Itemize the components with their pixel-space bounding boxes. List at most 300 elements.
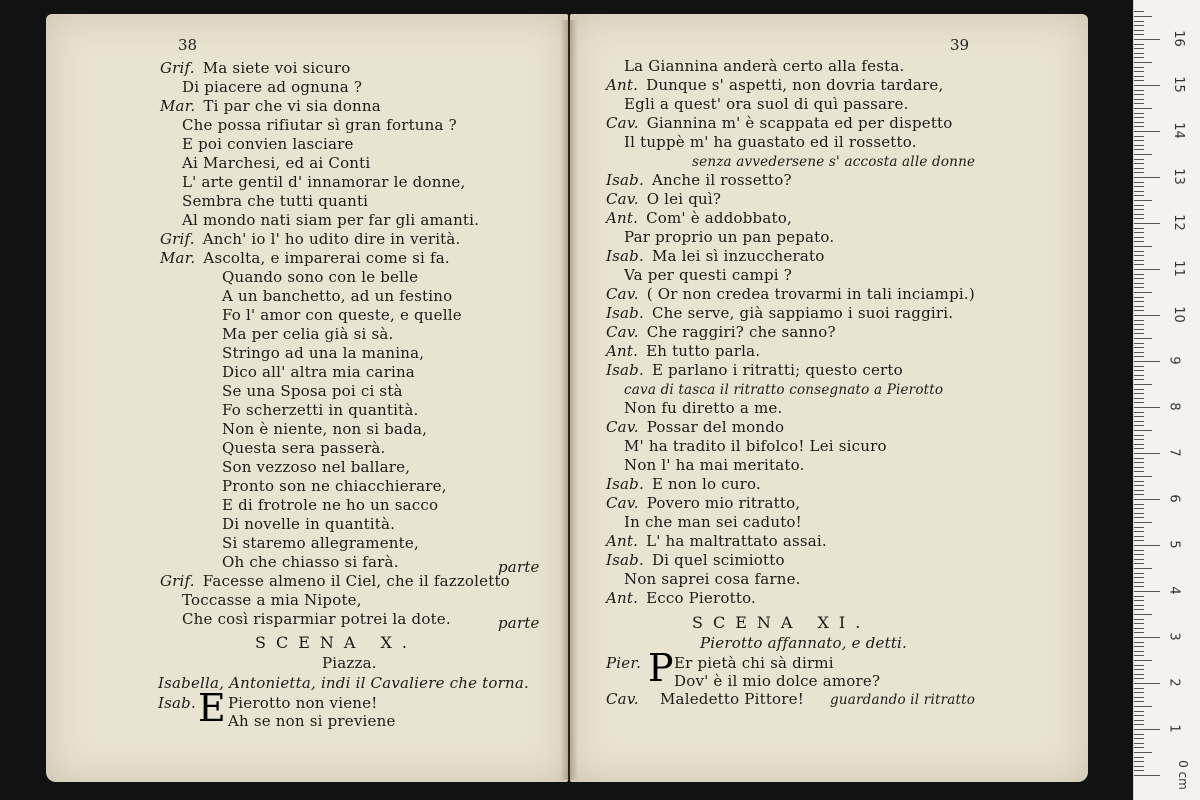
- ruler-tick: [1134, 246, 1152, 247]
- verse-text: L' arte gentil d' innamorar le donne,: [182, 173, 466, 191]
- verse-text: E di frotrole ne ho un sacco: [222, 496, 439, 514]
- ruler-tick: [1134, 283, 1144, 284]
- ruler-tick: [1134, 361, 1160, 362]
- ruler-tick: [1134, 757, 1144, 758]
- ruler-tick: [1134, 568, 1152, 569]
- verse-line: [606, 418, 784, 436]
- verse-line: [222, 344, 424, 362]
- ruler-number: 9: [1166, 356, 1182, 365]
- ruler-tick: [1134, 674, 1144, 675]
- verse-line: [624, 513, 802, 531]
- speaker-label: Isab.: [606, 475, 644, 493]
- verse-line: [182, 135, 354, 153]
- verse-line: [624, 266, 792, 284]
- ruler-tick: [1134, 637, 1160, 638]
- ruler-tick: [1134, 582, 1144, 583]
- ruler-tick: [1134, 76, 1144, 77]
- speaker-label: Cav.: [606, 190, 639, 208]
- speaker-label: Cav.: [606, 114, 639, 132]
- verse-line: [606, 551, 785, 569]
- verse-line: [606, 114, 953, 132]
- ruler-tick: [1134, 527, 1144, 528]
- ruler-tick: [1134, 16, 1152, 17]
- ruler-tick: [1134, 770, 1144, 771]
- ruler-tick: [1134, 508, 1144, 509]
- ruler-tick: [1134, 34, 1144, 35]
- ruler-tick: [1134, 453, 1160, 454]
- ruler-tick: [1134, 329, 1144, 330]
- verse-text: Son vezzoso nel ballare,: [222, 458, 411, 476]
- ruler-tick: [1134, 255, 1144, 256]
- verse-text: E parlano i ritratti; questo certo: [651, 361, 903, 379]
- verse-text: Com' è addobbato,: [646, 209, 792, 227]
- verse-line: [160, 230, 461, 248]
- ruler-tick: [1134, 747, 1144, 748]
- verse-line: [606, 323, 836, 341]
- ruler-tick: [1134, 389, 1144, 390]
- verse-line: [692, 152, 975, 171]
- verse-line: [606, 342, 760, 360]
- ruler-tick: [1134, 292, 1152, 293]
- ruler-tick: [1134, 540, 1144, 541]
- verse-text: Si staremo allegramente,: [222, 534, 419, 552]
- ruler-tick: [1134, 476, 1152, 477]
- ruler-tick: [1134, 310, 1144, 311]
- ruler-tick: [1134, 241, 1144, 242]
- measuring-ruler: [1133, 0, 1200, 800]
- ruler-tick: [1134, 619, 1144, 620]
- ruler-tick: [1134, 154, 1152, 155]
- ruler-tick: [1134, 545, 1160, 546]
- ruler-tick: [1134, 264, 1144, 265]
- ruler-tick: [1134, 430, 1152, 431]
- ruler-tick: [1134, 209, 1144, 210]
- ruler-tick: [1134, 605, 1144, 606]
- speaker-label: Isab.: [606, 551, 644, 569]
- ruler-tick: [1134, 766, 1144, 767]
- speaker-label: Isab.: [606, 171, 644, 189]
- ruler-tick: [1134, 306, 1144, 307]
- verse-text: La Giannina anderà certo alla festa.: [624, 57, 905, 75]
- verse-line: Pierotto non viene!: [228, 694, 378, 712]
- ruler-tick: [1134, 85, 1160, 86]
- verse-line: [606, 361, 903, 379]
- ruler-tick: [1134, 738, 1144, 739]
- ruler-tick: [1134, 563, 1144, 564]
- ruler-tick: [1134, 752, 1152, 753]
- scene-heading-x: SCENA X.: [255, 633, 417, 652]
- verse-line: [606, 304, 953, 322]
- ruler-number: 1: [1166, 724, 1182, 733]
- ruler-tick: [1134, 223, 1160, 224]
- verse-text: Non è niente, non si bada,: [222, 420, 428, 438]
- ruler-tick: [1134, 287, 1144, 288]
- verse-text: Ma siete voi sicuro: [202, 59, 351, 77]
- ruler-tick: [1134, 628, 1144, 629]
- ruler-tick: [1134, 324, 1144, 325]
- verse-line: [182, 192, 368, 210]
- verse-text: M' ha tradito il bifolco! Lei sicuro: [624, 437, 887, 455]
- ruler-number: 8: [1166, 402, 1182, 411]
- ruler-tick: [1134, 375, 1144, 376]
- ruler-tick: [1134, 122, 1144, 123]
- ruler-number: 10: [1170, 306, 1186, 323]
- ruler-tick: [1134, 655, 1144, 656]
- verse-text: Fo scherzetti in quantità.: [222, 401, 419, 419]
- verse-text: Che serve, già sappiamo i suoi raggiri.: [651, 304, 954, 322]
- ruler-tick: [1134, 614, 1152, 615]
- ruler-tick: [1134, 407, 1160, 408]
- ruler-tick: [1134, 30, 1144, 31]
- ruler-tick: [1134, 191, 1144, 192]
- ruler-tick: [1134, 471, 1144, 472]
- verse-text: Stringo ad una la manina,: [222, 344, 425, 362]
- drop-cap: P: [648, 646, 674, 690]
- verse-text: A un banchetto, ad un festino: [222, 287, 453, 305]
- ruler-tick: [1134, 688, 1144, 689]
- ruler-tick: [1134, 462, 1144, 463]
- verse-text: Non fu diretto a me.: [624, 399, 783, 417]
- verse-text: In che man sei caduto!: [624, 513, 802, 531]
- speaker-label: Ant.: [606, 209, 639, 227]
- speaker-label: Grif.: [160, 572, 195, 590]
- ruler-tick: [1134, 25, 1144, 26]
- ruler-tick: [1134, 228, 1144, 229]
- ruler-tick: [1134, 260, 1144, 261]
- ruler-tick: [1134, 393, 1144, 394]
- ruler-tick: [1134, 715, 1144, 716]
- ruler-number: 4: [1166, 586, 1182, 595]
- verse-line: [222, 515, 395, 533]
- ruler-tick: [1134, 678, 1144, 679]
- verse-line: [606, 285, 975, 303]
- speaker-label: Grif.: [160, 59, 195, 77]
- verse-line: [624, 228, 834, 246]
- speaker-label: Isab.: [158, 694, 196, 712]
- speaker-label: Mar.: [160, 97, 196, 115]
- ruler-tick: [1134, 195, 1144, 196]
- ruler-tick: [1134, 609, 1144, 610]
- verse-text: Che possa rifiutar sì gran fortuna ?: [182, 116, 457, 134]
- ruler-tick: [1134, 504, 1144, 505]
- verse-line: [222, 306, 462, 324]
- ruler-tick: [1134, 232, 1144, 233]
- ruler-tick: [1134, 136, 1144, 137]
- stage-direction: senza avvedersene s' accosta alle donne: [692, 154, 976, 170]
- speaker-label: Isab.: [606, 247, 644, 265]
- ruler-tick: [1134, 683, 1160, 684]
- ruler-tick: [1134, 218, 1144, 219]
- ruler-tick: [1134, 692, 1144, 693]
- ruler-tick: [1134, 57, 1144, 58]
- ruler-tick: [1134, 623, 1144, 624]
- verse-text: Quando sono con le belle: [222, 268, 419, 286]
- ruler-tick: [1134, 126, 1144, 127]
- ruler-tick: [1134, 274, 1144, 275]
- ruler-tick: [1134, 651, 1144, 652]
- verse-line: [624, 95, 909, 113]
- verse-line: Er pietà chi sà dirmi: [674, 654, 834, 672]
- verse-line: [160, 97, 381, 115]
- verse-text: Di quel scimiotto: [651, 551, 785, 569]
- verse-text: Anche il rossetto?: [651, 171, 792, 189]
- ruler-number: 16: [1170, 30, 1186, 47]
- verse-line: [222, 363, 415, 381]
- ruler-tick: [1134, 513, 1144, 514]
- verse-text: Non saprei cosa farne.: [624, 570, 801, 588]
- speaker-label: Cav.: [606, 323, 639, 341]
- ruler-number: 2: [1166, 678, 1182, 687]
- ruler-tick: [1134, 251, 1144, 252]
- verse-text: Dico all' altra mia carina: [222, 363, 415, 381]
- scene-cast: Isabella, Antonietta, indi il Cavaliere che torna.: [158, 674, 529, 692]
- ruler-tick: [1134, 297, 1144, 298]
- ruler-tick: [1134, 11, 1144, 12]
- verse-line: [222, 287, 452, 305]
- verse-line: [606, 494, 800, 512]
- verse-text: ( Or non credea trovarmi in tali inciampi.): [646, 285, 975, 303]
- ruler-tick: [1134, 577, 1144, 578]
- speaker-label: Ant.: [606, 532, 639, 550]
- verse-text: Oh che chiasso si farà.: [222, 553, 399, 571]
- stage-direction-parte: parte: [498, 614, 540, 632]
- ruler-tick: [1134, 352, 1144, 353]
- ruler-tick: [1134, 412, 1144, 413]
- ruler-number: 15: [1170, 76, 1186, 93]
- ruler-tick: [1134, 729, 1160, 730]
- ruler-number: 12: [1170, 214, 1186, 231]
- ruler-tick: [1134, 48, 1144, 49]
- speaker-label: Isab.: [606, 304, 644, 322]
- ruler-number: 5: [1166, 540, 1182, 549]
- ruler-tick: [1134, 347, 1144, 348]
- speaker-label: Cav.: [606, 285, 639, 303]
- speaker-label: Cav.: [606, 418, 639, 436]
- ruler-tick: [1134, 379, 1144, 380]
- ruler-tick: [1134, 439, 1144, 440]
- speaker-label: Cav.: [606, 494, 639, 512]
- stage-direction-parte: parte: [498, 558, 540, 576]
- ruler-tick: [1134, 366, 1144, 367]
- verse-line: Ah se non si previene: [228, 712, 396, 730]
- verse-text: Povero mio ritratto,: [646, 494, 801, 512]
- stage-direction: guardando il ritratto: [830, 692, 976, 708]
- verse-line: [160, 59, 351, 77]
- verse-line: [222, 458, 410, 476]
- ruler-tick: [1134, 21, 1144, 22]
- verse-text: Fo l' amor con queste, e quelle: [222, 306, 462, 324]
- ruler-number: 7: [1166, 448, 1182, 457]
- ruler-tick: [1134, 159, 1144, 160]
- ruler-tick: [1134, 108, 1152, 109]
- ruler-tick: [1134, 402, 1144, 403]
- verse-line: [624, 570, 801, 588]
- ruler-tick: [1134, 467, 1144, 468]
- verse-line: [222, 420, 427, 438]
- ruler-tick: [1134, 591, 1160, 592]
- ruler-number: 13: [1170, 168, 1186, 185]
- ruler-tick: [1134, 39, 1160, 40]
- ruler-tick: [1134, 99, 1144, 100]
- ruler-tick: [1134, 448, 1144, 449]
- ruler-tick: [1134, 665, 1144, 666]
- verse-text: Non l' ha mai meritato.: [624, 456, 805, 474]
- verse-line: [182, 154, 370, 172]
- verse-line: Dov' è il mio dolce amore?: [674, 672, 881, 690]
- verse-text: Ma per celia già si sà.: [222, 325, 394, 343]
- ruler-tick: [1134, 600, 1144, 601]
- verse-text: Ai Marchesi, ed ai Conti: [182, 154, 371, 172]
- verse-line: [624, 437, 887, 455]
- ruler-tick: [1134, 53, 1144, 54]
- ruler-tick: [1134, 343, 1144, 344]
- speaker-label: Ant.: [606, 589, 639, 607]
- speaker-label: Grif.: [160, 230, 195, 248]
- verse-line: Maledetto Pittore!: [660, 690, 804, 708]
- verse-text: Di novelle in quantità.: [222, 515, 396, 533]
- verse-text: L' ha maltrattato assai.: [646, 532, 827, 550]
- verse-line: [606, 247, 824, 265]
- verse-line: [606, 76, 943, 94]
- ruler-tick: [1134, 499, 1160, 500]
- verse-line: [624, 57, 904, 75]
- drop-cap: E: [198, 686, 226, 730]
- verse-line: [222, 477, 447, 495]
- verse-line: [624, 456, 805, 474]
- ruler-tick: [1134, 163, 1144, 164]
- ruler-tick: [1134, 646, 1144, 647]
- ruler-tick: [1134, 531, 1144, 532]
- ruler-tick: [1134, 490, 1144, 491]
- ruler-tick: [1134, 550, 1144, 551]
- ruler-tick: [1134, 701, 1144, 702]
- ruler-tick: [1134, 168, 1144, 169]
- ruler-tick: [1134, 416, 1144, 417]
- ruler-number: 6: [1166, 494, 1182, 503]
- ruler-tick: [1134, 356, 1144, 357]
- verse-text: Che così risparmiar potrei la dote.: [182, 610, 451, 628]
- verse-text: Va per questi campi ?: [624, 266, 792, 284]
- speaker-label: Ant.: [606, 76, 639, 94]
- verse-text: Pronto son ne chiacchierare,: [222, 477, 447, 495]
- verse-text: Egli a quest' ora suol di quì passare.: [624, 95, 909, 113]
- scene-place: Piazza.: [322, 654, 377, 672]
- verse-line: [624, 399, 782, 417]
- ruler-tick: [1134, 113, 1144, 114]
- verse-line: [160, 572, 510, 590]
- ruler-tick: [1134, 485, 1144, 486]
- ruler-tick: [1134, 94, 1144, 95]
- ruler-tick: [1134, 177, 1160, 178]
- ruler-tick: [1134, 117, 1144, 118]
- ruler-number: 11: [1170, 260, 1186, 277]
- ruler-tick: [1134, 586, 1144, 587]
- verse-line: [222, 268, 418, 286]
- verse-text: Toccasse a mia Nipote,: [182, 591, 362, 609]
- ruler-tick: [1134, 444, 1144, 445]
- ruler-tick: [1134, 517, 1144, 518]
- ruler-tick: [1134, 320, 1144, 321]
- verse-text: Dunque s' aspetti, non dovria tardare,: [646, 76, 944, 94]
- verse-text: Che raggiri? che sanno?: [646, 323, 836, 341]
- ruler-tick: [1134, 172, 1144, 173]
- page-number-right: 39: [950, 36, 970, 54]
- verse-line: [606, 190, 721, 208]
- verse-text: Sembra che tutti quanti: [182, 192, 369, 210]
- ruler-tick: [1134, 315, 1160, 316]
- verse-text: Il tuppè m' ha guastato ed il rossetto.: [624, 133, 917, 151]
- verse-text: Al mondo nati siam per far gli amanti.: [182, 211, 480, 229]
- ruler-tick: [1134, 660, 1152, 661]
- ruler-tick: [1134, 145, 1144, 146]
- ruler-tick: [1134, 200, 1152, 201]
- speaker-label: Mar.: [160, 249, 196, 267]
- ruler-tick: [1134, 421, 1144, 422]
- ruler-tick: [1134, 44, 1144, 45]
- ruler-tick: [1134, 186, 1144, 187]
- ruler-tick: [1134, 131, 1160, 132]
- verse-line: [606, 532, 827, 550]
- ruler-tick: [1134, 103, 1144, 104]
- stage-direction: cava di tasca il ritratto consegnato a Pierotto: [624, 382, 944, 398]
- ruler-tick: [1134, 761, 1144, 762]
- verse-line: [222, 553, 399, 571]
- ruler-tick: [1134, 559, 1144, 560]
- verse-text: Ma lei sì inzuccherato: [651, 247, 825, 265]
- verse-line: [606, 589, 756, 607]
- ruler-tick: [1134, 573, 1144, 574]
- page-number-left: 38: [178, 36, 198, 54]
- verse-line: [606, 475, 761, 493]
- ruler-tick: [1134, 425, 1144, 426]
- verse-text: Ti par che vi sia donna: [203, 97, 381, 115]
- verse-text: Ascolta, e imparerai come si fa.: [203, 249, 450, 267]
- verse-text: Giannina m' è scappata ed per dispetto: [646, 114, 953, 132]
- verse-line: [222, 496, 438, 514]
- ruler-tick: [1134, 278, 1144, 279]
- verse-text: Possar del mondo: [646, 418, 785, 436]
- ruler-tick: [1134, 554, 1144, 555]
- verse-text: Anch' io l' ho udito dire in verità.: [202, 230, 461, 248]
- verse-text: E poi convien lasciare: [182, 135, 354, 153]
- verse-line: [160, 249, 450, 267]
- ruler-tick: [1134, 149, 1144, 150]
- verse-line: [222, 382, 403, 400]
- ruler-tick: [1134, 720, 1144, 721]
- verse-line: [222, 325, 393, 343]
- ruler-number: 14: [1170, 122, 1186, 139]
- ruler-tick: [1134, 536, 1144, 537]
- ruler-tick: [1134, 596, 1144, 597]
- ruler-unit-label: 0 cm: [1175, 760, 1190, 790]
- ruler-tick: [1134, 669, 1144, 670]
- ruler-tick: [1134, 384, 1152, 385]
- speaker-label: Isab.: [606, 361, 644, 379]
- verse-text: O lei quì?: [646, 190, 722, 208]
- speaker-label: Ant.: [606, 342, 639, 360]
- ruler-tick: [1134, 140, 1144, 141]
- verse-line: [182, 610, 451, 628]
- ruler-tick: [1134, 734, 1144, 735]
- verse-line: [222, 401, 418, 419]
- ruler-tick: [1134, 90, 1144, 91]
- ruler-tick: [1134, 333, 1144, 334]
- ruler-tick: [1134, 338, 1152, 339]
- verse-text: Ecco Pierotto.: [646, 589, 757, 607]
- ruler-number: 3: [1166, 632, 1182, 641]
- verse-line: [606, 171, 792, 189]
- verse-line: [182, 173, 465, 191]
